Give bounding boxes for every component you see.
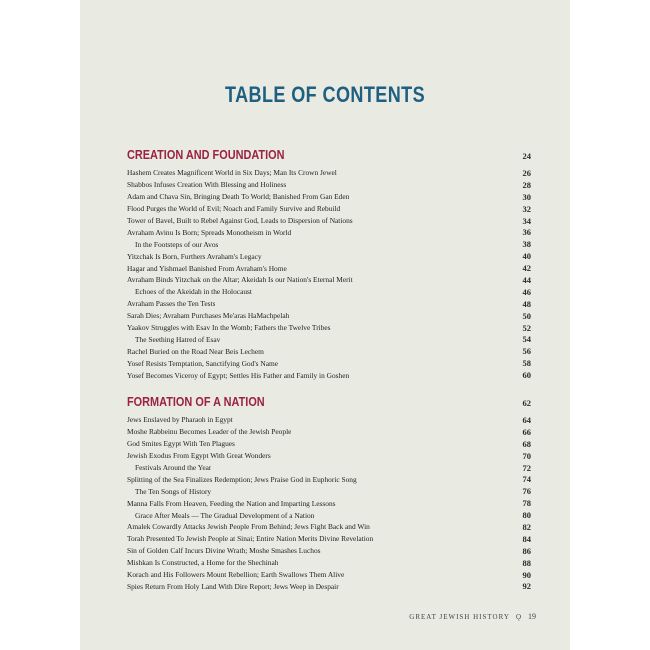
toc-entry — [127, 250, 531, 262]
toc-entry-page: 80 — [522, 510, 531, 521]
footer-separator: Ǫ — [515, 612, 522, 621]
toc-entry-page: 74 — [522, 474, 531, 485]
toc-entry — [127, 345, 531, 357]
toc-entry-title: Moshe Rabbeinu Becomes Leader of the Jewish People — [127, 427, 292, 437]
toc-entry-page: 44 — [522, 274, 531, 285]
toc-entry — [127, 191, 531, 203]
toc-entry-page: 66 — [522, 426, 531, 437]
toc-entry-title: In the Footsteps of our Avos — [135, 239, 219, 249]
toc-entry — [127, 545, 531, 557]
toc-entry — [127, 167, 531, 179]
toc-entry-page: 40 — [522, 251, 531, 262]
toc-entry-title: Grace After Meals — The Gradual Development of a Nation — [135, 510, 315, 520]
running-title: GREAT JEWISH HISTORY — [409, 612, 510, 621]
toc-entry-page: 38 — [522, 239, 531, 250]
toc-entry-page: 56 — [522, 346, 531, 357]
section-heading-label: FORMATION OF A NATION — [127, 394, 265, 409]
toc-entry-title: Manna Falls From Heaven, Feeding the Nation and Imparting Lessons — [127, 498, 336, 508]
toc-entry-title: Splitting of the Sea Finalizes Redemption; Jews Praise God in Euphoric Song — [127, 474, 357, 484]
toc-entry-page: 52 — [522, 322, 531, 333]
toc-entry-title: Avraham Binds Yitzchak on the Altar; Akeidah Is our Nation's Eternal Merit — [127, 275, 353, 285]
toc-entry — [127, 438, 531, 450]
toc-entry-title: Rachel Buried on the Road Near Beis Lechem — [127, 346, 264, 356]
toc-entry — [127, 215, 531, 227]
toc-entry-page: 92 — [522, 581, 531, 592]
toc-entry-page: 88 — [522, 557, 531, 568]
toc-entry-title: The Ten Songs of History — [135, 486, 212, 496]
toc-entry — [127, 462, 531, 474]
page-footer — [409, 612, 536, 621]
section-heading-label: CREATION AND FOUNDATION — [127, 147, 285, 162]
toc-entry-page: 46 — [522, 286, 531, 297]
toc-entry-title: Tower of Bavel, Built to Rebel Against God, Leads to Dispersion of Nations — [127, 216, 353, 225]
toc-entries — [127, 414, 531, 592]
section-heading — [127, 394, 531, 412]
toc-entry — [127, 274, 531, 286]
toc-entry-page: 32 — [522, 203, 531, 214]
toc-entry-title: Hagar and Yishmael Banished From Avraham's Home — [127, 263, 287, 273]
toc-entry-page: 90 — [522, 569, 531, 580]
toc-entry — [127, 333, 531, 345]
toc-entry-title: Yosef Resists Temptation, Sanctifying God's Name — [127, 358, 279, 368]
toc-entry — [127, 509, 531, 521]
toc-entry — [127, 414, 531, 426]
toc-entry — [127, 238, 531, 250]
toc-entry-title: Adam and Chava Sin, Bringing Death To World; Banished From Gan Eden — [127, 192, 350, 202]
toc-entry — [127, 298, 531, 310]
toc-entry-title: Flood Purges the World of Evil; Noach and Family Survive and Rebuild — [127, 204, 341, 214]
toc-entry-title: Yosef Becomes Viceroy of Egypt; Settles His Father and Family in Goshen — [127, 370, 350, 380]
toc-entry-title: Festivals Around the Year — [135, 463, 212, 472]
toc-entry-page: 72 — [522, 462, 531, 473]
toc-entry-page: 42 — [522, 263, 531, 274]
toc-entry-page: 86 — [522, 545, 531, 556]
toc-entry-title: Spies Return From Holy Land With Dire Report; Jews Weep in Despair — [127, 581, 339, 591]
toc-entry-page: 84 — [522, 533, 531, 544]
toc-entry — [127, 569, 531, 581]
section-heading-page: 24 — [522, 151, 531, 161]
page-number: 19 — [528, 612, 536, 621]
toc-entry-title: Jews Enslaved by Pharaoh in Egypt — [127, 415, 233, 425]
toc-entry — [127, 450, 531, 462]
toc-entry-title: Mishkan Is Constructed, a Home for the Shechinah — [127, 558, 279, 568]
toc-entry-title: Yitzchak Is Born, Furthers Avraham's Legacy — [127, 251, 262, 261]
book-page — [80, 0, 570, 650]
toc-section-formation — [127, 394, 531, 592]
toc-entry-page: 30 — [522, 191, 531, 202]
section-heading — [127, 147, 531, 165]
page-title: TABLE OF CONTENTS — [224, 82, 426, 107]
toc-entry-title: Jewish Exodus From Egypt With Great Wonders — [127, 451, 271, 461]
toc-entry-title: Sarah Dies; Avraham Purchases Me'aras HaMachpelah — [127, 311, 290, 321]
toc-entries — [127, 167, 531, 381]
toc-entry — [127, 262, 531, 274]
toc-entry — [127, 369, 531, 381]
toc-entry — [127, 521, 531, 533]
toc-entry-page: 60 — [522, 370, 531, 381]
toc-entry — [127, 286, 531, 298]
toc-entry-title: Torah Presented To Jewish People at Sinai; Entire Nation Merits Divine Revelation — [127, 534, 374, 544]
toc-entry-page: 36 — [522, 227, 531, 238]
toc-entry-title: Echoes of the Akeidah in the Holocaust — [135, 287, 252, 297]
toc-entry — [127, 426, 531, 438]
toc-entry-page: 76 — [522, 486, 531, 497]
toc-entry — [127, 226, 531, 238]
toc-entry-page: 70 — [522, 450, 531, 461]
section-heading-page: 62 — [522, 398, 531, 408]
toc-entry-title: The Seething Hatred of Esav — [135, 334, 221, 344]
toc-entry-title: Amalek Cowardly Attacks Jewish People From Behind; Jews Fight Back and Win — [127, 522, 370, 532]
toc-entry-page: 54 — [522, 334, 531, 345]
toc-entry-title: God Smites Egypt With Ten Plagues — [127, 439, 235, 449]
toc-entry-title: Avraham Passes the Ten Tests — [127, 299, 216, 309]
toc-entry — [127, 533, 531, 545]
toc-entry — [127, 473, 531, 485]
toc-entry — [127, 497, 531, 509]
toc-entry-page: 64 — [522, 414, 531, 425]
toc-entry — [127, 322, 531, 334]
toc-entry — [127, 580, 531, 592]
toc-entry-title: Hashem Creates Magnificent World in Six Days; Man Its Crown Jewel — [127, 168, 337, 178]
toc-entry-page: 82 — [522, 521, 531, 532]
toc-entry-title: Yaakov Struggles with Esav In the Womb; Fathers the Twelve Tribes — [127, 323, 331, 333]
toc-entry-page: 34 — [522, 215, 531, 226]
toc-entry — [127, 357, 531, 369]
toc-entry — [127, 179, 531, 191]
toc-entry — [127, 203, 531, 215]
toc-entry-page: 78 — [522, 498, 531, 509]
toc-entry — [127, 557, 531, 569]
toc-entry-page: 48 — [522, 298, 531, 309]
toc-entry-page: 28 — [522, 179, 531, 190]
toc-entry-title: Shabbos Infuses Creation With Blessing and Holiness — [127, 180, 287, 190]
toc-section-creation — [127, 147, 531, 381]
toc-entry-title: Avraham Avinu Is Born; Spreads Monotheism in World — [127, 227, 292, 237]
toc-entry-page: 26 — [522, 167, 531, 178]
toc-entry — [127, 310, 531, 322]
toc-entry-title: Korach and His Followers Mount Rebellion; Earth Swallows Them Alive — [127, 570, 345, 580]
toc-entry-page: 68 — [522, 438, 531, 449]
toc-entry — [127, 485, 531, 497]
toc-entry-page: 50 — [522, 310, 531, 321]
toc-entry-page: 58 — [522, 358, 531, 369]
toc-entry-title: Sin of Golden Calf Incurs Divine Wrath; Moshe Smashes Luchos — [127, 546, 321, 556]
